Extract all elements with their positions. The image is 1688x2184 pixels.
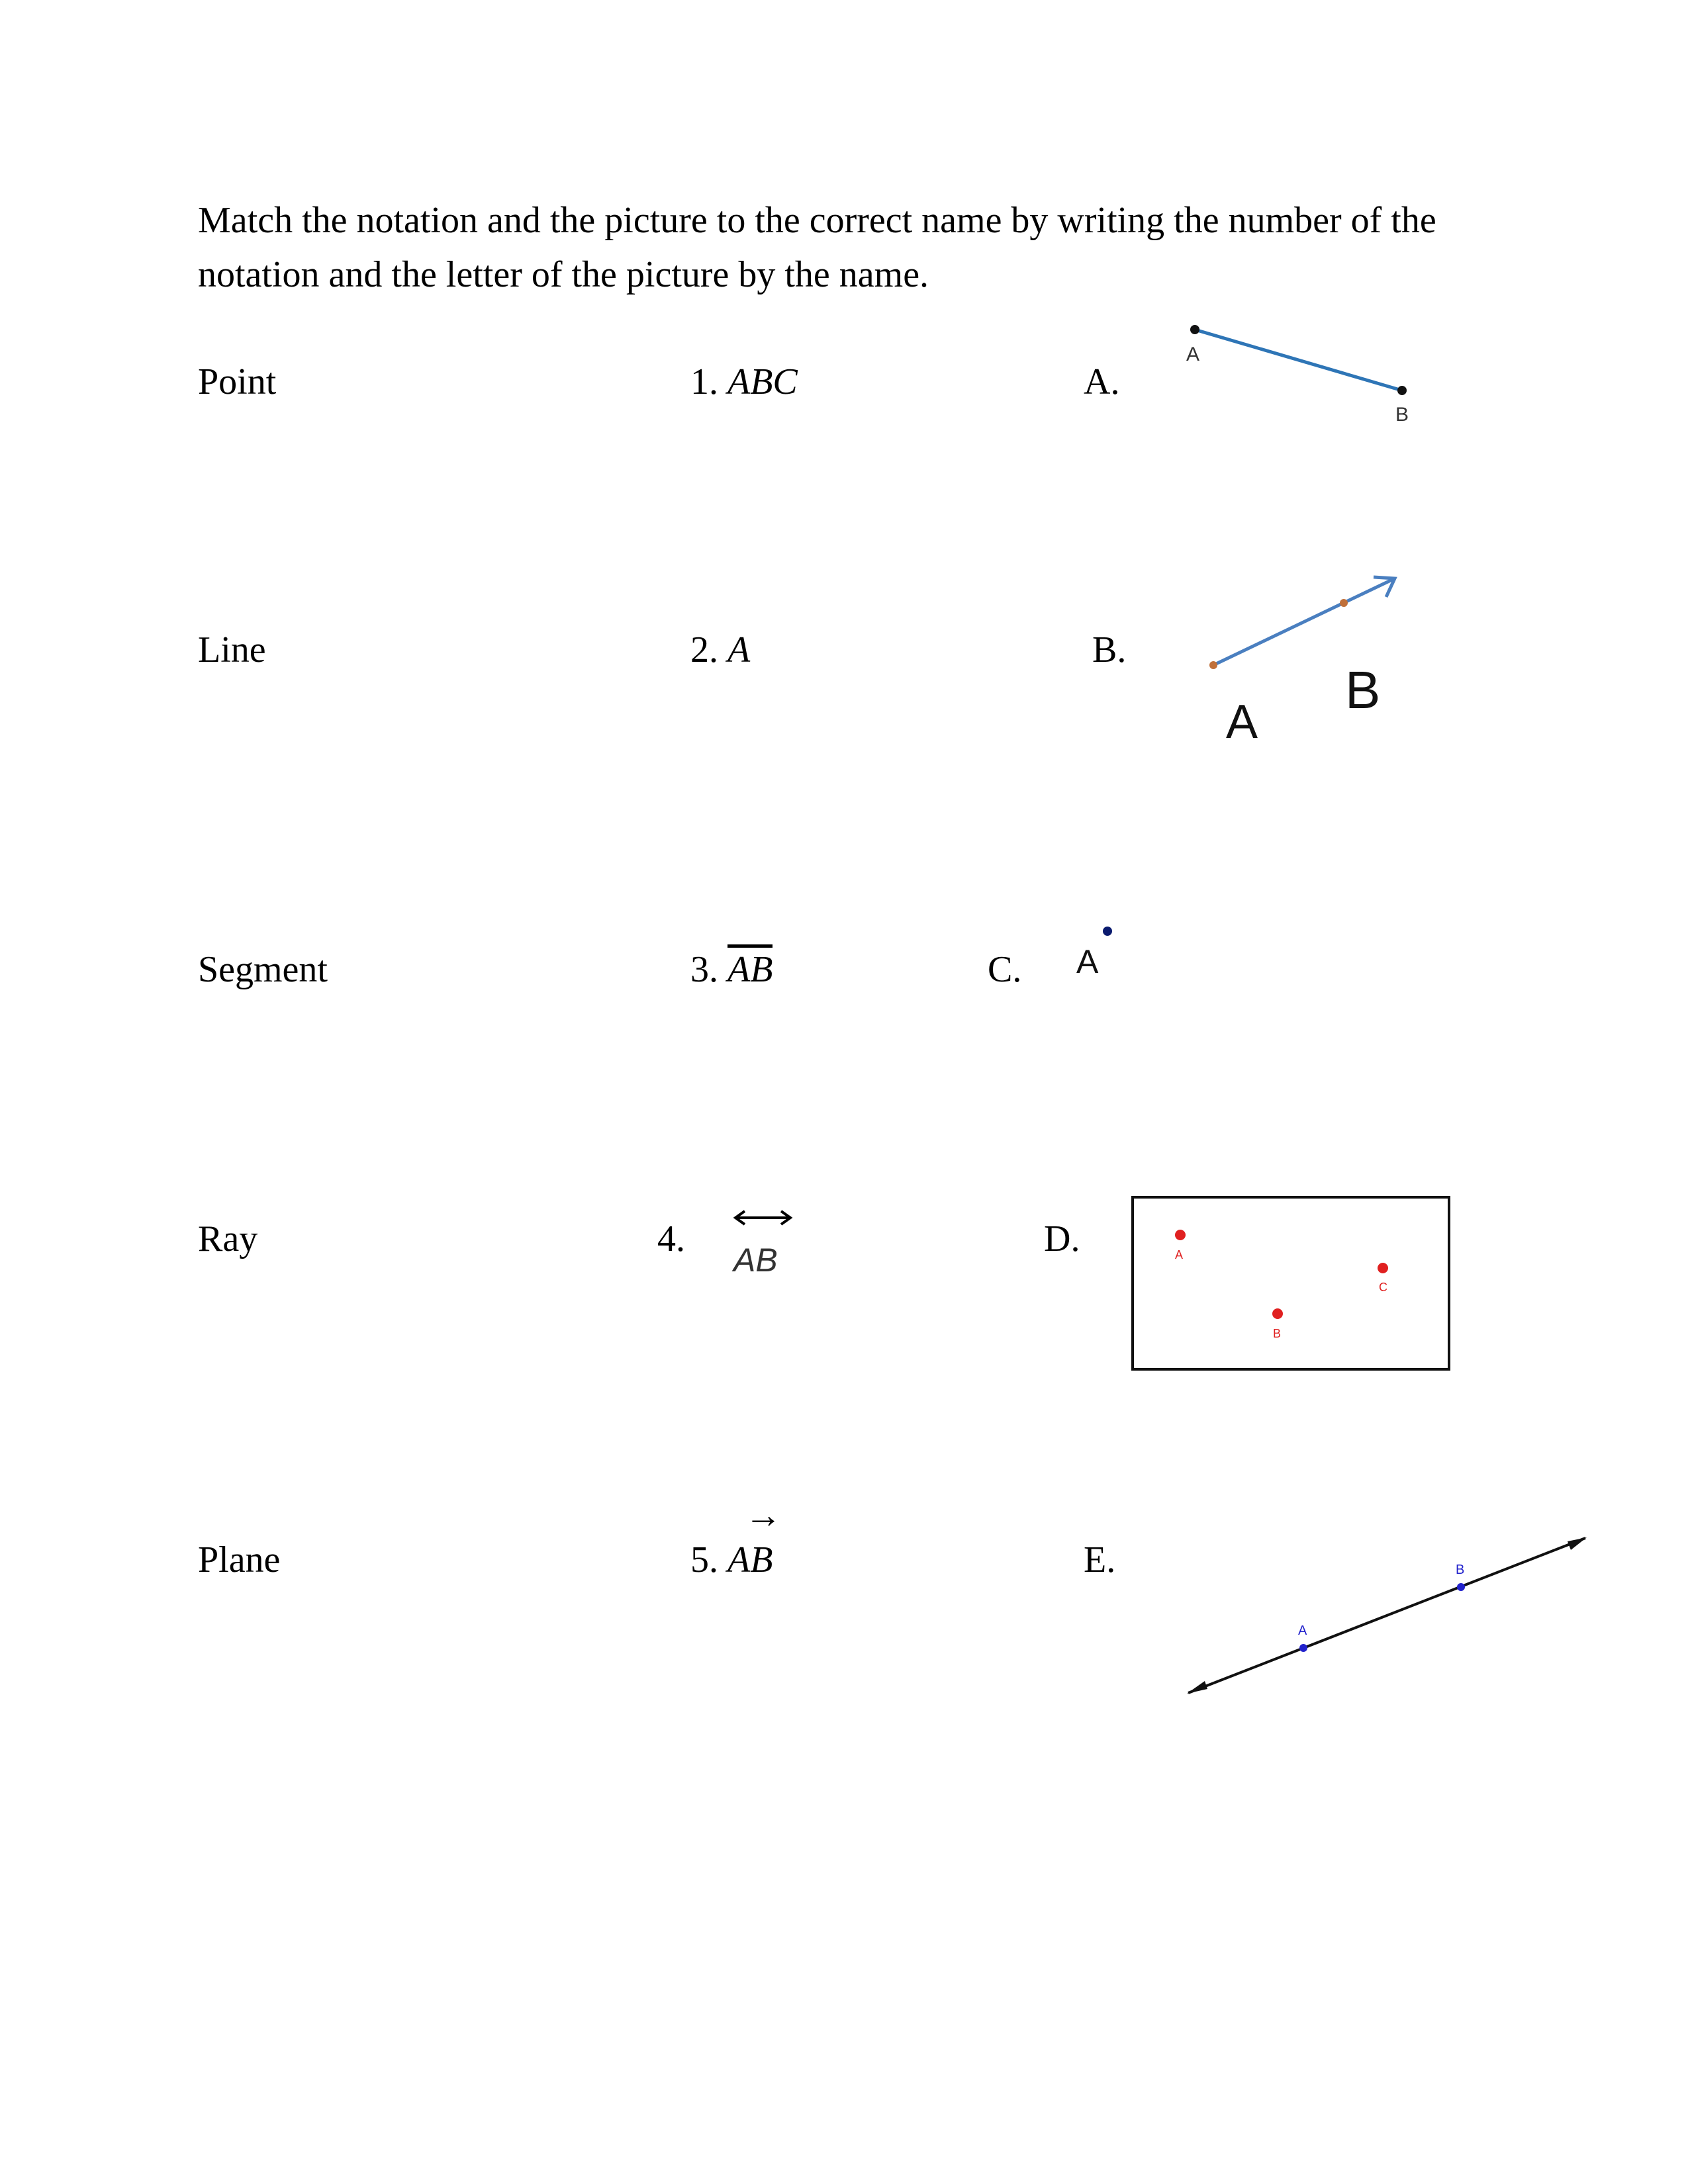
notation-5-number: 5. — [690, 1539, 718, 1580]
line-label-a: A — [1298, 1623, 1307, 1638]
plane-label-c: C — [1379, 1281, 1387, 1294]
notation-5-text: AB — [727, 1539, 773, 1580]
line-label-b: B — [1456, 1563, 1465, 1577]
picture-letter-c: C. — [988, 949, 1022, 990]
ray-line — [1213, 579, 1393, 665]
picture-letter-d: D. — [1044, 1218, 1080, 1259]
notation-3-segment-text: AB — [727, 944, 773, 990]
instructions-text: Match the notation and the picture to the correct name by writing the number of the notation and the letter of the picture by the name. — [198, 200, 1436, 295]
picture-letter-b: B. — [1092, 629, 1127, 670]
point-label-a: A — [1076, 943, 1099, 980]
ray-label-b: B — [1345, 660, 1381, 719]
plane-rectangle — [1133, 1197, 1449, 1369]
line-arrowhead-right — [1568, 1537, 1587, 1550]
line-arrowhead-left — [1187, 1681, 1207, 1694]
segment-label-a: A — [1186, 343, 1200, 365]
notation-4-text: AB — [733, 1242, 778, 1279]
line-point-a — [1299, 1644, 1307, 1652]
plane-point-b — [1272, 1308, 1283, 1319]
plane-label-b: B — [1273, 1327, 1282, 1340]
ray-label-a: A — [1226, 696, 1258, 749]
ray-arrow-symbol: → — [745, 1495, 782, 1536]
point-dot — [1103, 927, 1112, 936]
plane-point-c — [1378, 1263, 1388, 1273]
plane-point-a — [1175, 1230, 1186, 1240]
ray-point-b — [1340, 599, 1348, 607]
line-path — [1188, 1538, 1585, 1693]
picture-letter-e: E. — [1084, 1539, 1116, 1580]
name-line: Line — [198, 629, 266, 670]
name-point: Point — [198, 361, 277, 402]
segment-endpoint-a — [1190, 325, 1199, 334]
ray-point-a — [1209, 661, 1217, 669]
notation-1-number: 1. — [690, 361, 718, 402]
picture-letter-a: A. — [1084, 361, 1120, 402]
name-segment: Segment — [198, 949, 328, 990]
plane-label-a: A — [1175, 1248, 1184, 1261]
notation-1-text: ABC — [727, 361, 798, 402]
name-plane: Plane — [198, 1539, 281, 1580]
segment-endpoint-b — [1397, 386, 1407, 395]
line-point-b — [1457, 1583, 1465, 1591]
notation-2-number: 2. — [690, 629, 718, 670]
notation-4-number: 4. — [657, 1218, 685, 1259]
notation-3-number: 3. — [690, 949, 718, 990]
name-ray: Ray — [198, 1218, 258, 1259]
segment-label-b: B — [1395, 404, 1409, 426]
notation-2-text: A — [727, 629, 751, 670]
segment-line — [1195, 330, 1402, 390]
